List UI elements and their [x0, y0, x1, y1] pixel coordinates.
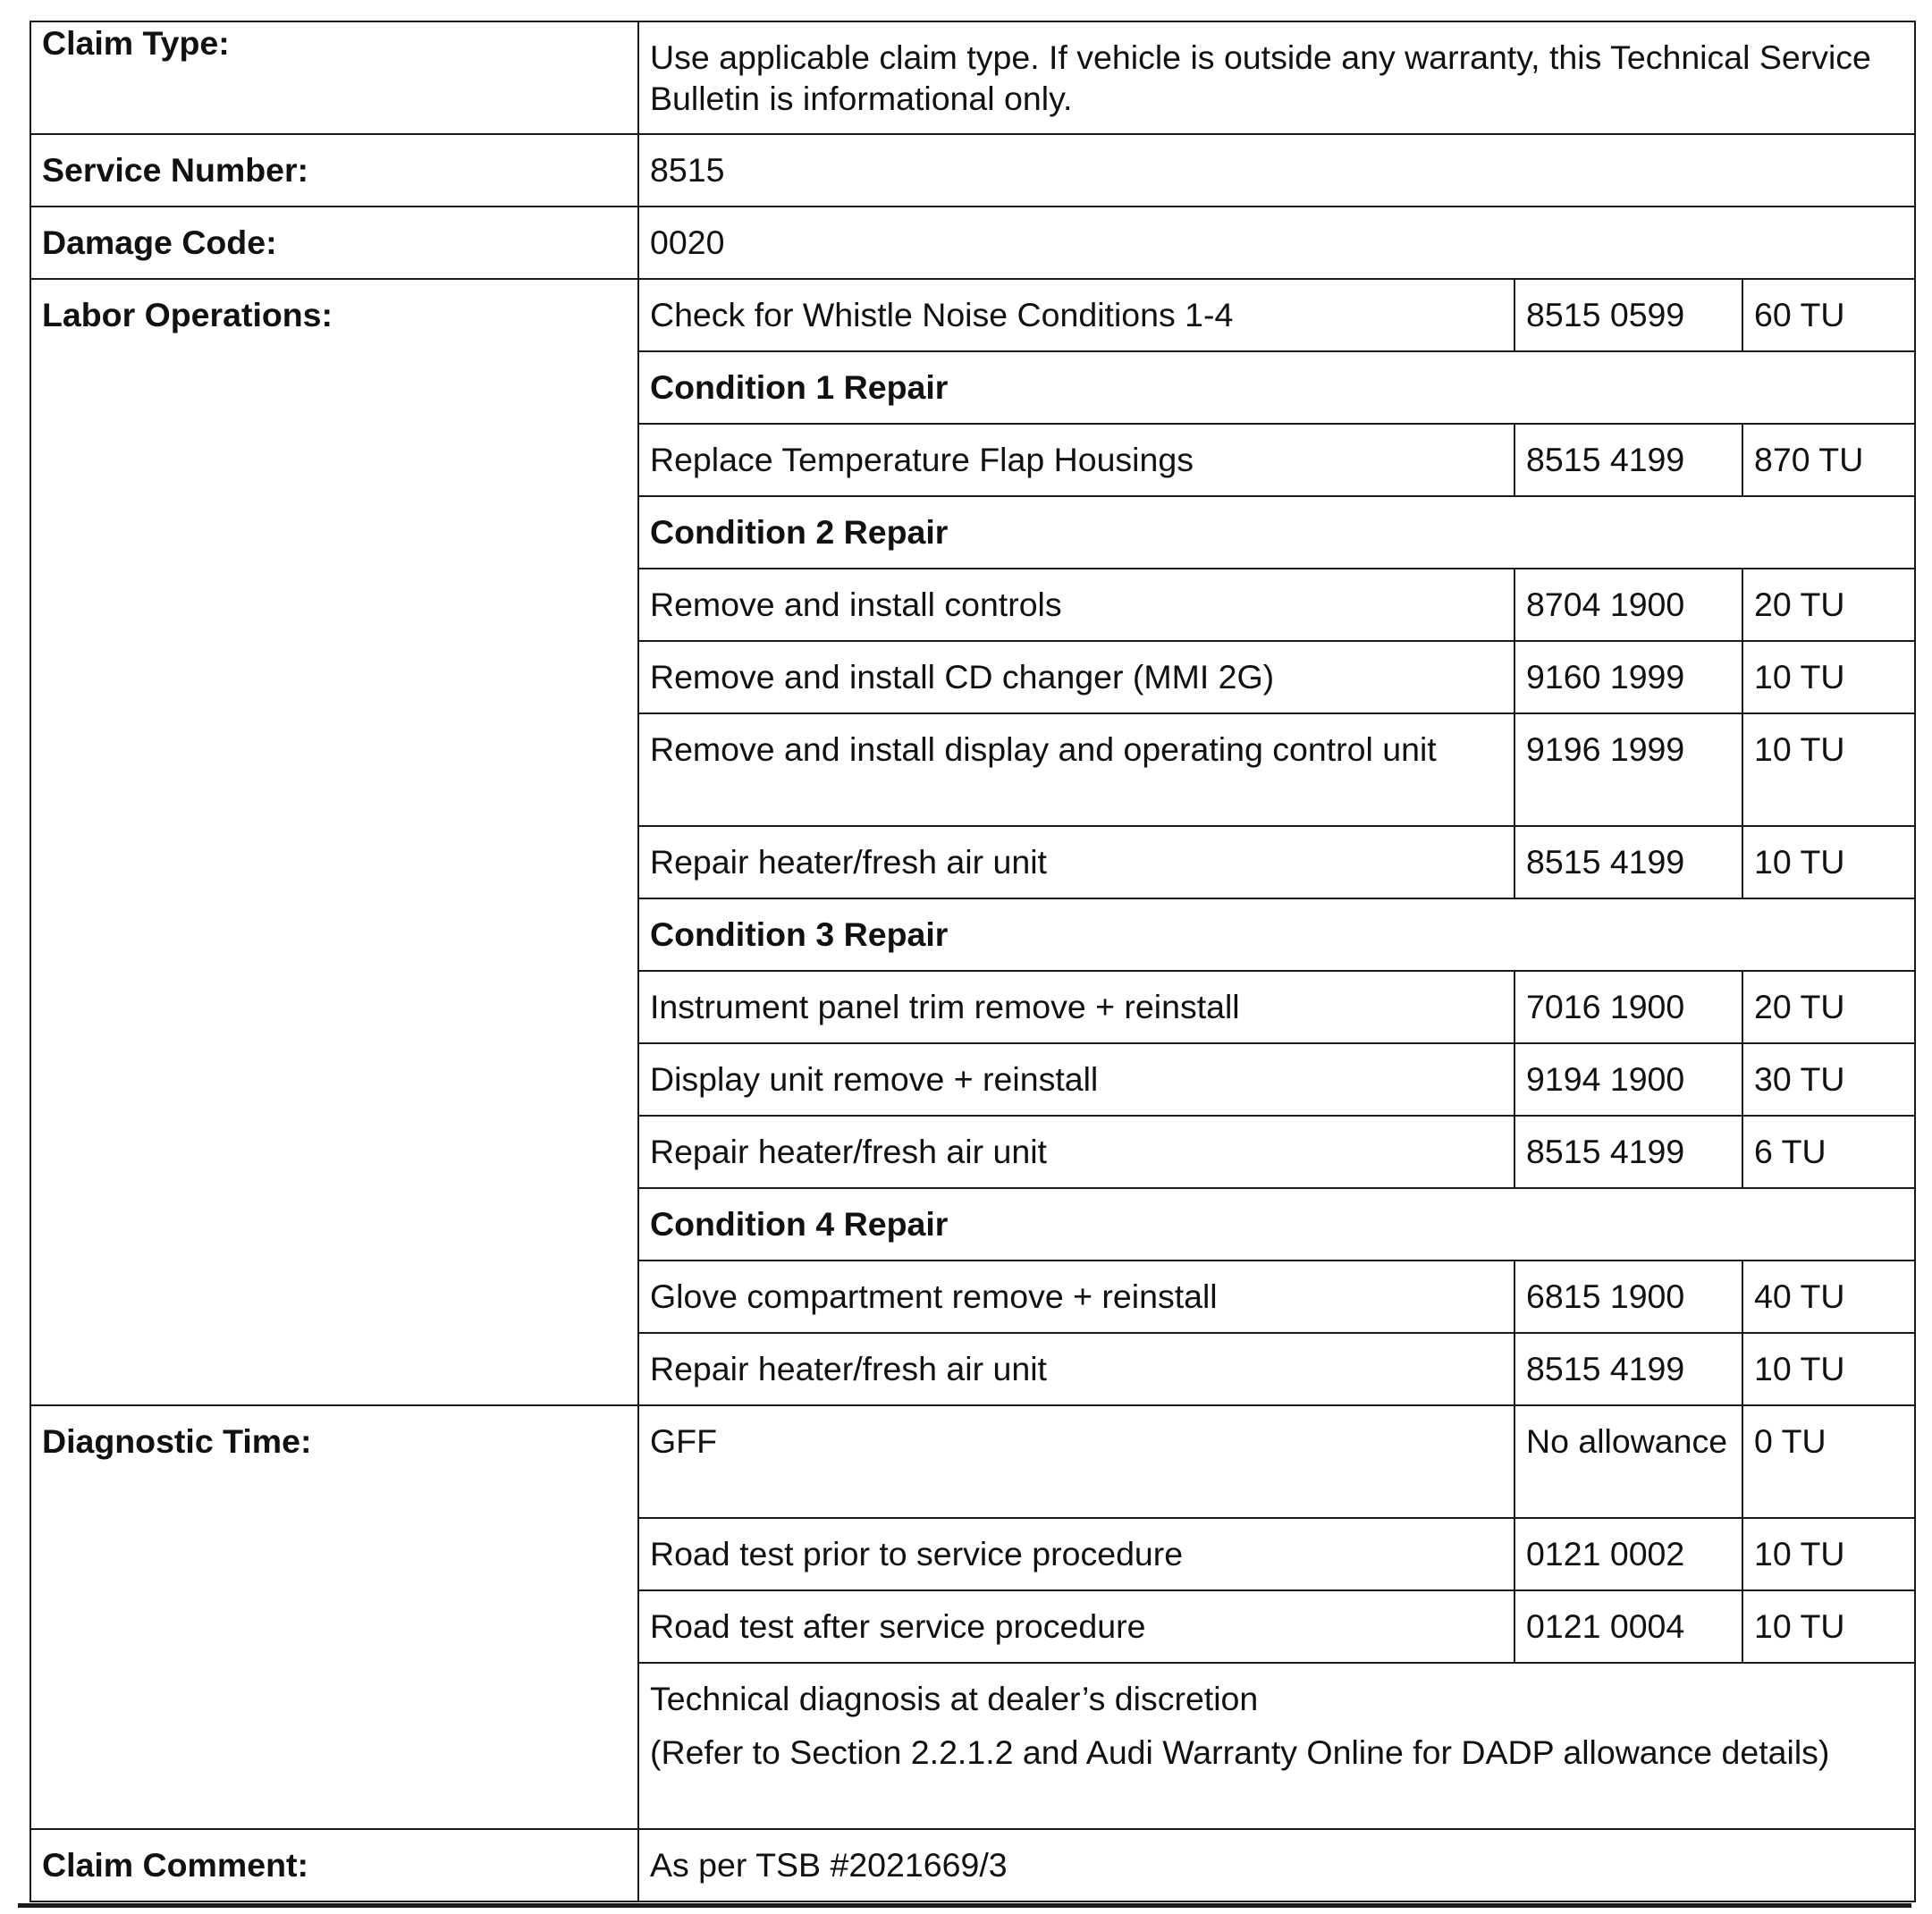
labor-op-row [30, 279, 1915, 351]
labor-op-time: 40 TU [1742, 1261, 1915, 1333]
labor-op-code: 8515 4199 [1514, 826, 1742, 898]
claim-comment-row [30, 1829, 1915, 1901]
labor-op-code: 8515 0599 [1514, 279, 1742, 351]
diagnostic-time: 10 TU [1742, 1590, 1915, 1663]
labor-op-time: 60 TU [1742, 279, 1915, 351]
diagnostic-desc: GFF [638, 1405, 1514, 1518]
labor-op-time: 30 TU [1742, 1043, 1915, 1116]
claim-type-row [30, 21, 1915, 134]
diagnostic-row [30, 1405, 1915, 1518]
labor-op-time: 20 TU [1742, 971, 1915, 1043]
diagnostic-time-label: Diagnostic Time: [30, 1405, 638, 1829]
diagnostic-time: 0 TU [1742, 1405, 1915, 1518]
diagnostic-code: 0121 0002 [1514, 1518, 1742, 1590]
labor-op-desc: Remove and install controls [638, 569, 1514, 641]
bottom-rule [18, 1903, 1911, 1908]
labor-op-time: 6 TU [1742, 1116, 1915, 1188]
diagnostic-code: 0121 0004 [1514, 1590, 1742, 1663]
condition-3-heading: Condition 3 Repair [638, 898, 1915, 971]
labor-op-desc: Repair heater/fresh air unit [638, 1333, 1514, 1405]
labor-op-desc: Glove compartment remove + reinstall [638, 1261, 1514, 1333]
labor-op-code: 6815 1900 [1514, 1261, 1742, 1333]
labor-op-desc: Instrument panel trim remove + reinstall [638, 971, 1514, 1043]
damage-code-label: Damage Code: [30, 207, 638, 279]
labor-op-desc: Repair heater/fresh air unit [638, 826, 1514, 898]
diagnostic-note [638, 1663, 1915, 1829]
diagnostic-note-line-2: (Refer to Section 2.2.1.2 and Audi Warranty Online for DADP allowance details) [650, 1733, 1830, 1771]
claim-comment-label: Claim Comment: [30, 1829, 638, 1901]
condition-1-heading: Condition 1 Repair [638, 351, 1915, 424]
labor-op-desc: Repair heater/fresh air unit [638, 1116, 1514, 1188]
service-number-value: 8515 [638, 134, 1915, 207]
labor-op-code: 9160 1999 [1514, 641, 1742, 713]
labor-op-code: 7016 1900 [1514, 971, 1742, 1043]
labor-op-code: 8704 1900 [1514, 569, 1742, 641]
labor-op-code: 9196 1999 [1514, 713, 1742, 826]
labor-op-desc: Replace Temperature Flap Housings [638, 424, 1514, 496]
service-number-label: Service Number: [30, 134, 638, 207]
labor-op-time: 10 TU [1742, 826, 1915, 898]
labor-op-desc: Remove and install CD changer (MMI 2G) [638, 641, 1514, 713]
condition-4-heading: Condition 4 Repair [638, 1188, 1915, 1261]
diagnostic-desc: Road test after service procedure [638, 1590, 1514, 1663]
diagnostic-desc: Road test prior to service procedure [638, 1518, 1514, 1590]
labor-operations-label: Labor Operations: [30, 279, 638, 1405]
labor-op-desc: Remove and install display and operating control unit [638, 713, 1514, 826]
labor-op-time: 10 TU [1742, 713, 1915, 826]
labor-op-code: 9194 1900 [1514, 1043, 1742, 1116]
labor-op-code: 8515 4199 [1514, 424, 1742, 496]
condition-2-heading: Condition 2 Repair [638, 496, 1915, 569]
service-number-row [30, 134, 1915, 207]
labor-op-time: 870 TU [1742, 424, 1915, 496]
diagnostic-note-line-1: Technical diagnosis at dealer’s discretion [650, 1680, 1259, 1717]
diagnostic-code: No allowance [1514, 1405, 1742, 1518]
labor-op-time: 20 TU [1742, 569, 1915, 641]
warranty-claim-table [30, 21, 1916, 1902]
claim-type-value: Use applicable claim type. If vehicle is outside any warranty, this Technical Service Bulletin is informational only. [638, 21, 1915, 134]
labor-op-time: 10 TU [1742, 641, 1915, 713]
claim-type-label: Claim Type: [30, 21, 638, 134]
diagnostic-time: 10 TU [1742, 1518, 1915, 1590]
claim-comment-value: As per TSB #2021669/3 [638, 1829, 1915, 1901]
labor-op-time: 10 TU [1742, 1333, 1915, 1405]
labor-op-code: 8515 4199 [1514, 1116, 1742, 1188]
labor-op-desc: Check for Whistle Noise Conditions 1-4 [638, 279, 1514, 351]
warranty-table-page [30, 21, 1914, 1902]
labor-op-code: 8515 4199 [1514, 1333, 1742, 1405]
damage-code-value: 0020 [638, 207, 1915, 279]
labor-op-desc: Display unit remove + reinstall [638, 1043, 1514, 1116]
damage-code-row [30, 207, 1915, 279]
